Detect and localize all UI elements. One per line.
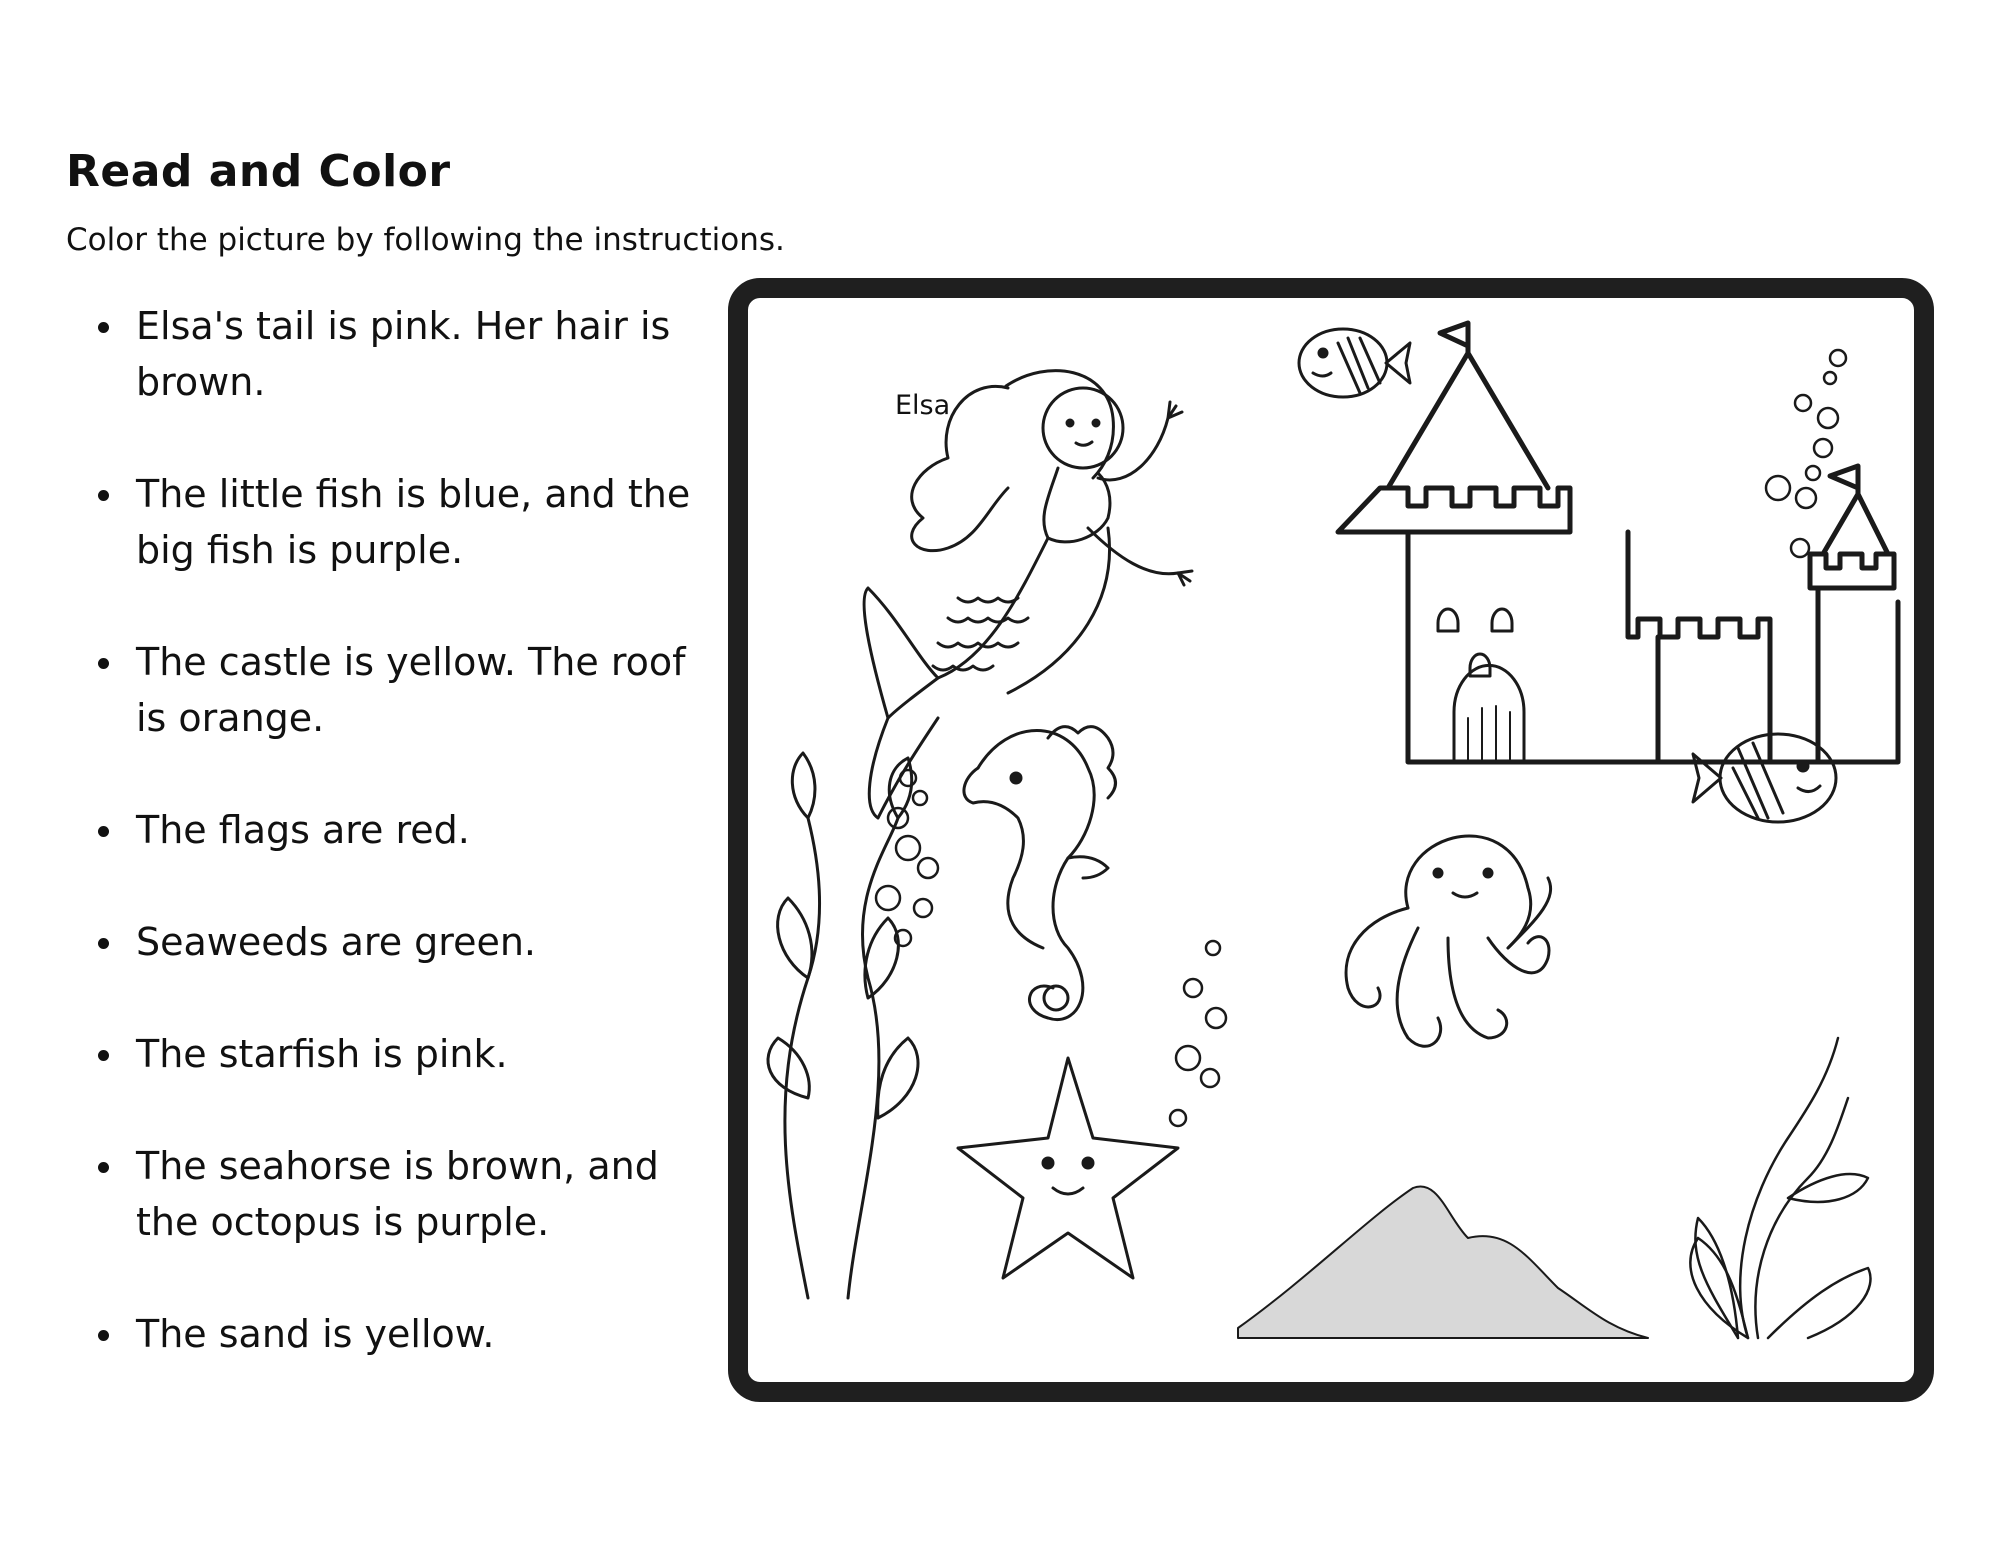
instruction-item: The castle is yellow. The roof is orange.	[92, 634, 712, 746]
worksheet-title: Read and Color	[66, 146, 451, 197]
instruction-item: Seaweeds are green.	[92, 914, 712, 970]
seahorse-drawing	[964, 727, 1116, 1020]
seaweed-right-drawing	[1690, 1038, 1870, 1338]
elsa-label: Elsa	[895, 390, 951, 421]
mermaid-drawing	[864, 371, 1192, 818]
starfish-drawing	[958, 1058, 1178, 1278]
worksheet-subtitle: Color the picture by following the instructions.	[66, 222, 785, 258]
sand-drawing	[1238, 1186, 1648, 1338]
instruction-item: The sand is yellow.	[92, 1306, 712, 1362]
castle-drawing	[1338, 323, 1898, 762]
instruction-list	[92, 298, 712, 1362]
instruction-item: The little fish is blue, and the big fish is purple.	[92, 466, 712, 578]
coloring-picture	[748, 298, 1914, 1382]
seaweed-left-drawing	[768, 753, 918, 1298]
big-fish-drawing	[1693, 734, 1836, 822]
instruction-item: Elsa's tail is pink. Her hair is brown.	[92, 298, 712, 410]
instruction-item: The starfish is pink.	[92, 1026, 712, 1082]
instruction-item: The flags are red.	[92, 802, 712, 858]
coloring-picture-frame	[728, 278, 1934, 1402]
little-fish-drawing	[1299, 329, 1410, 397]
bubbles-drawing	[876, 350, 1846, 1126]
instruction-item: The seahorse is brown, and the octopus is purple.	[92, 1138, 712, 1250]
octopus-drawing	[1346, 836, 1551, 1046]
